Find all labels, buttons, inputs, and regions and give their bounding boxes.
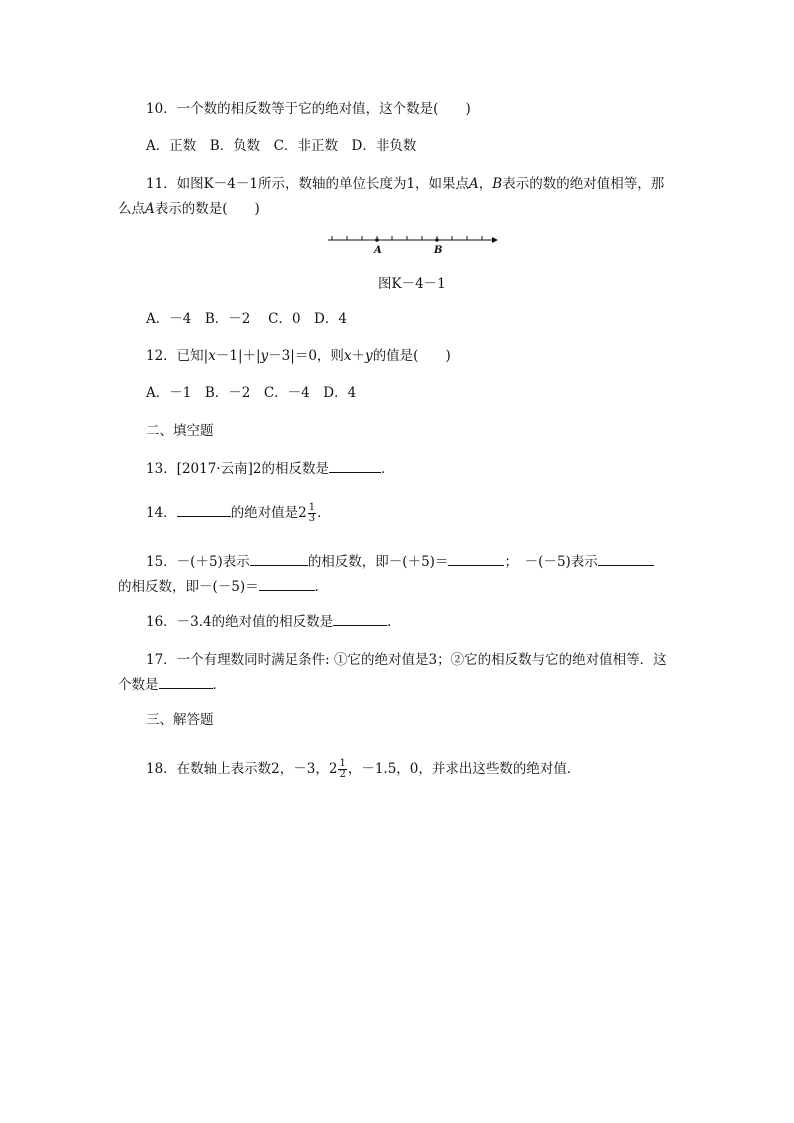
q15-mid1: 的相反数，即－(＋5)＝ bbox=[307, 554, 449, 570]
q15-blank-4[interactable] bbox=[259, 577, 315, 591]
q11-stem-line2-pre: 么点 bbox=[118, 201, 145, 217]
point-b-label: B bbox=[492, 176, 503, 192]
q17-line2-pre: 个数是 bbox=[118, 677, 159, 693]
q14-fraction-numerator: 1 bbox=[308, 502, 316, 513]
point-a-ref: A bbox=[145, 201, 155, 217]
number-line-figure bbox=[326, 230, 498, 258]
q10-stem: 10．一个数的相反数等于它的绝对值，这个数是( ) bbox=[146, 101, 471, 117]
q12-mid2: －3|＝0，则 bbox=[268, 348, 344, 364]
number-line-arrow bbox=[492, 237, 498, 243]
q15-line1 bbox=[146, 552, 654, 571]
q11-sep: ， bbox=[478, 176, 493, 192]
q14-end: ． bbox=[317, 505, 331, 521]
q12-var-y2: y bbox=[365, 348, 373, 364]
q13-answer-blank[interactable] bbox=[329, 459, 381, 473]
q12-choices: A．－1 B．－2 C．－4 D．4 bbox=[146, 385, 357, 401]
q15-blank-2[interactable] bbox=[448, 552, 504, 566]
point-a-axis-label: A bbox=[374, 245, 382, 256]
q15-blank-3[interactable] bbox=[598, 552, 654, 566]
q14-answer-blank[interactable] bbox=[177, 503, 231, 517]
q14-fraction bbox=[308, 503, 316, 524]
q11-choices: A．－4 B．－2 C．0 D．4 bbox=[146, 311, 347, 327]
q11-stem-line2 bbox=[118, 200, 260, 218]
q12-pre: 12．已知| bbox=[146, 348, 209, 364]
q15-line2-pre: 的相反数，即－(－5)＝ bbox=[118, 579, 259, 595]
q12-mid1: －1|＋| bbox=[215, 348, 261, 364]
q15-end: ． bbox=[314, 579, 329, 595]
q15-pre: 15．－(＋5)表示 bbox=[146, 554, 250, 570]
q12-post: 的值是( ) bbox=[372, 348, 451, 364]
section-heading-solve: 三、解答题 bbox=[146, 712, 214, 728]
q16-answer-blank[interactable] bbox=[333, 612, 387, 626]
number-line-ticks bbox=[332, 236, 482, 240]
q12-var-x: x bbox=[208, 348, 216, 364]
q11-stem-end: 表示的数的绝对值相等，那 bbox=[502, 176, 665, 192]
q11-stem-line2-post: 表示的数是( ) bbox=[154, 201, 260, 217]
q15-blank-1[interactable] bbox=[250, 552, 308, 566]
point-b-axis-label: B bbox=[434, 245, 443, 256]
figure-caption: 图K－4－1 bbox=[378, 276, 446, 292]
q12-plus: ＋ bbox=[351, 348, 366, 364]
q18 bbox=[146, 759, 580, 780]
q13-text: 13．[2017·云南]2的相反数是 bbox=[146, 461, 329, 477]
q18-fraction bbox=[338, 759, 346, 780]
q17-end: ． bbox=[212, 677, 226, 693]
q13 bbox=[146, 459, 394, 478]
section-heading-fill-in: 二、填空题 bbox=[146, 423, 214, 439]
q16-text: 16．－3.4的绝对值的相反数是 bbox=[146, 614, 334, 630]
q17-answer-blank[interactable] bbox=[159, 675, 213, 689]
q16-end: ． bbox=[387, 614, 401, 630]
point-a-dot bbox=[375, 238, 379, 242]
q12-var-x2: x bbox=[343, 348, 352, 364]
q16 bbox=[146, 612, 401, 631]
q14-text: 的绝对值是2 bbox=[230, 505, 307, 521]
point-a-label: A bbox=[469, 176, 479, 192]
point-b-dot bbox=[435, 238, 439, 242]
q11-stem-text: 11．如图K－4－1所示，数轴的单位长度为1，如果点 bbox=[146, 176, 470, 192]
q15-mid2: ； －(－5)表示 bbox=[504, 554, 598, 570]
q14 bbox=[146, 503, 331, 524]
q18-fraction-numerator: 1 bbox=[339, 758, 346, 769]
q18-post: ，－1.5，0，并求出这些数的绝对值． bbox=[347, 761, 581, 777]
q12-stem bbox=[146, 347, 451, 365]
q14-fraction-denominator: 3 bbox=[308, 513, 316, 524]
q17-line2 bbox=[118, 675, 226, 694]
q12-var-y: y bbox=[260, 348, 269, 364]
q17-line1: 17．一个有理数同时满足条件: ①它的绝对值是3；②它的相反数与它的绝对值相等．这 bbox=[146, 652, 667, 668]
q10-choices: A．正数 B．负数 C．非正数 D．非负数 bbox=[146, 138, 417, 154]
q13-end: ． bbox=[380, 461, 395, 477]
q15-line2 bbox=[118, 577, 328, 596]
q18-pre: 18．在数轴上表示数2，－3，2 bbox=[146, 761, 338, 777]
q14-number: 14． bbox=[146, 505, 177, 521]
q11-stem-line1 bbox=[146, 175, 664, 193]
q18-fraction-denominator: 2 bbox=[339, 769, 346, 780]
